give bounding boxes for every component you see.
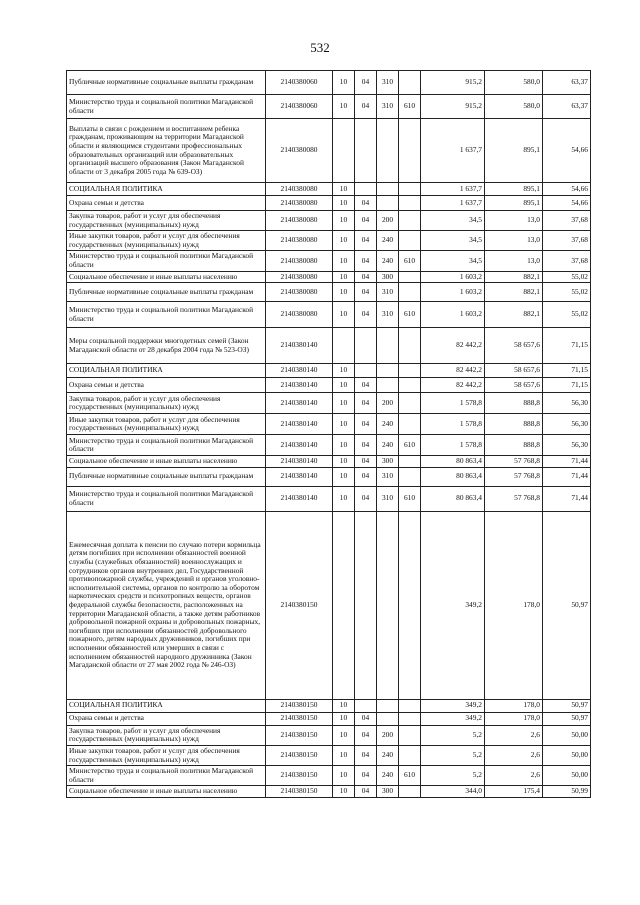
row-expense-type [377,699,399,712]
row-section: 10 [333,456,355,468]
row-actual-amount: 580,0 [485,71,543,95]
row-percent: 54,66 [543,119,591,183]
row-expense-type [377,378,399,393]
row-expense-type [377,364,399,378]
row-plan-amount: 1 578,8 [421,393,485,414]
row-actual-amount: 58 657,6 [485,378,543,393]
row-code: 2140380140 [266,435,333,456]
row-code: 2140380150 [266,511,333,699]
row-expense-type [377,119,399,183]
row-section: 10 [333,196,355,211]
row-expense-type: 310 [377,486,399,511]
row-subsection: 04 [355,456,377,468]
row-plan-amount: 5,2 [421,745,485,765]
row-plan-amount: 1 603,2 [421,283,485,302]
row-expense-type [377,183,399,196]
row-name: СОЦИАЛЬНАЯ ПОЛИТИКА [67,364,266,378]
row-subsection: 04 [355,302,377,328]
row-name: Социальное обеспечение и иные выплаты населению [67,786,266,798]
row-expense-type: 240 [377,766,399,786]
row-subsection: 04 [355,712,377,725]
row-subsection: 04 [355,71,377,95]
row-section: 10 [333,211,355,231]
row-section [333,119,355,183]
row-expense-type: 240 [377,745,399,765]
row-section: 10 [333,364,355,378]
row-expense-type: 310 [377,283,399,302]
row-code: 2140380140 [266,414,333,435]
row-percent: 50,00 [543,725,591,745]
row-section: 10 [333,766,355,786]
row-subsection: 04 [355,251,377,271]
row-subsection: 04 [355,786,377,798]
row-code: 2140380080 [266,271,333,283]
row-percent: 71,15 [543,378,591,393]
row-ministry-code [399,393,421,414]
row-percent: 54,66 [543,183,591,196]
row-name: Охрана семьи и детства [67,378,266,393]
row-percent: 50,99 [543,786,591,798]
row-actual-amount: 895,1 [485,183,543,196]
row-actual-amount: 895,1 [485,196,543,211]
row-percent: 71,44 [543,467,591,486]
row-plan-amount: 80 863,4 [421,467,485,486]
row-plan-amount: 34,5 [421,251,485,271]
row-name: Ежемесячная доплата к пенсии по случаю потери кормильца детям погибших при исполнении обязанностей военной службы (служебных обязанностей) военнослужащих и сотрудников органов внутренних дел, Государственной противопожарной службы, учреждений и органов уголовно-исполнительной системы, органов по контролю за оборотом наркотических средств и психотропных веществ, органов федеральной службы безопасности, расположенных на территории Магаданской области, а также детям работников добровольной пожарной охраны и добровольных пожарных, погибших при исполнении обязанностей добровольного пожарного, детям народных дружинников, погибших при исполнении обязанностей или умерших в связи с исполнением обязанностей народного дружинника (Закон Магаданской области от 27 мая 2002 года № 246-ОЗ) [67,511,266,699]
row-actual-amount: 882,1 [485,271,543,283]
row-name: Министерство труда и социальной политики Магаданской области [67,302,266,328]
row-expense-type [377,511,399,699]
row-section: 10 [333,271,355,283]
table-row [67,183,591,196]
row-subsection: 04 [355,725,377,745]
row-code: 2140380140 [266,393,333,414]
row-ministry-code [399,378,421,393]
row-plan-amount: 1 637,7 [421,183,485,196]
row-actual-amount: 58 657,6 [485,364,543,378]
table-row [67,467,591,486]
row-actual-amount: 175,4 [485,786,543,798]
row-expense-type [377,712,399,725]
row-percent: 71,15 [543,364,591,378]
row-percent: 37,68 [543,251,591,271]
row-ministry-code [399,231,421,251]
row-percent: 55,02 [543,271,591,283]
row-subsection [355,183,377,196]
row-section: 10 [333,393,355,414]
row-code: 2140380150 [266,699,333,712]
row-section: 10 [333,95,355,119]
row-percent: 71,15 [543,328,591,364]
row-section: 10 [333,745,355,765]
table-row [67,119,591,183]
table-row [67,414,591,435]
row-actual-amount: 888,8 [485,435,543,456]
row-ministry-code: 610 [399,95,421,119]
row-percent: 50,97 [543,511,591,699]
table-row [67,725,591,745]
row-name: Закупка товаров, работ и услуг для обеспечения государственных (муниципальных) нужд [67,725,266,745]
row-code: 2140380150 [266,725,333,745]
row-section [333,328,355,364]
row-actual-amount: 178,0 [485,699,543,712]
row-plan-amount: 915,2 [421,71,485,95]
row-ministry-code: 610 [399,435,421,456]
row-plan-amount: 349,2 [421,511,485,699]
table-row [67,95,591,119]
row-code: 2140380140 [266,378,333,393]
row-code: 2140380140 [266,456,333,468]
row-subsection: 04 [355,435,377,456]
table-row [67,745,591,765]
row-plan-amount: 1 637,7 [421,196,485,211]
row-percent: 55,02 [543,302,591,328]
row-ministry-code [399,712,421,725]
table-row [67,435,591,456]
row-ministry-code [399,786,421,798]
row-plan-amount: 349,2 [421,699,485,712]
row-code: 2140380060 [266,71,333,95]
row-actual-amount: 57 768,8 [485,467,543,486]
table-row [67,393,591,414]
row-ministry-code [399,745,421,765]
row-expense-type: 200 [377,393,399,414]
row-plan-amount: 80 863,4 [421,486,485,511]
row-percent: 50,00 [543,766,591,786]
row-subsection [355,699,377,712]
row-name: Охрана семьи и детства [67,712,266,725]
row-ministry-code [399,283,421,302]
row-percent: 56,30 [543,435,591,456]
row-actual-amount: 57 768,8 [485,456,543,468]
row-section: 10 [333,435,355,456]
row-expense-type: 310 [377,467,399,486]
row-plan-amount: 915,2 [421,95,485,119]
row-code: 2140380080 [266,196,333,211]
row-code: 2140380080 [266,251,333,271]
row-actual-amount: 888,8 [485,393,543,414]
row-code: 2140380140 [266,467,333,486]
row-expense-type: 310 [377,302,399,328]
row-ministry-code [399,196,421,211]
row-percent: 54,66 [543,196,591,211]
row-expense-type: 300 [377,271,399,283]
row-subsection: 04 [355,414,377,435]
row-actual-amount: 13,0 [485,211,543,231]
row-name: СОЦИАЛЬНАЯ ПОЛИТИКА [67,699,266,712]
row-expense-type: 240 [377,251,399,271]
row-subsection [355,119,377,183]
row-actual-amount: 178,0 [485,712,543,725]
row-code: 2140380060 [266,95,333,119]
row-section: 10 [333,251,355,271]
row-subsection: 04 [355,766,377,786]
table-row [67,283,591,302]
row-ministry-code [399,414,421,435]
row-section: 10 [333,712,355,725]
row-plan-amount: 349,2 [421,712,485,725]
row-name: Публичные нормативные социальные выплаты гражданам [67,467,266,486]
row-ministry-code [399,456,421,468]
row-ministry-code [399,364,421,378]
table-row [67,328,591,364]
row-subsection: 04 [355,231,377,251]
row-section [333,511,355,699]
row-code: 2140380080 [266,231,333,251]
row-subsection: 04 [355,95,377,119]
row-code: 2140380140 [266,486,333,511]
row-code: 2140380150 [266,745,333,765]
row-subsection: 04 [355,378,377,393]
row-actual-amount: 2,6 [485,766,543,786]
row-ministry-code: 610 [399,486,421,511]
row-name: Закупка товаров, работ и услуг для обеспечения государственных (муниципальных) нужд [67,211,266,231]
row-percent: 37,68 [543,211,591,231]
row-name: Социальное обеспечение и иные выплаты населению [67,271,266,283]
row-expense-type [377,196,399,211]
row-subsection: 04 [355,745,377,765]
row-ministry-code [399,119,421,183]
row-name: Выплаты в связи с рождением и воспитанием ребенка гражданам, проживающим на территории Магаданской области и являющимся студентами профессиональных образовательных организаций или образовательных организаций высшего образования (Закон Магаданской области от 3 декабря 2005 года № 639-ОЗ) [67,119,266,183]
row-section: 10 [333,71,355,95]
row-actual-amount: 882,1 [485,302,543,328]
row-section: 10 [333,699,355,712]
row-section: 10 [333,486,355,511]
table-row [67,364,591,378]
row-percent: 63,37 [543,71,591,95]
row-plan-amount: 1 603,2 [421,302,485,328]
row-code: 2140380150 [266,712,333,725]
row-expense-type: 310 [377,95,399,119]
table-row [67,251,591,271]
table-row [67,196,591,211]
table-row [67,786,591,798]
row-name: Иные закупки товаров, работ и услуг для обеспечения государственных (муниципальных) нужд [67,414,266,435]
table-row [67,231,591,251]
row-percent: 50,97 [543,699,591,712]
row-code: 2140380080 [266,183,333,196]
row-name: Министерство труда и социальной политики Магаданской области [67,435,266,456]
row-actual-amount: 2,6 [485,725,543,745]
row-section: 10 [333,302,355,328]
row-ministry-code [399,328,421,364]
row-code: 2140380140 [266,328,333,364]
table-row [67,699,591,712]
table-row [67,378,591,393]
row-percent: 56,30 [543,393,591,414]
row-code: 2140380150 [266,766,333,786]
row-ministry-code: 610 [399,251,421,271]
row-subsection: 04 [355,271,377,283]
budget-table [66,70,591,798]
row-actual-amount: 58 657,6 [485,328,543,364]
row-code: 2140380140 [266,364,333,378]
row-actual-amount: 2,6 [485,745,543,765]
row-code: 2140380080 [266,283,333,302]
row-subsection: 04 [355,467,377,486]
row-actual-amount: 888,8 [485,414,543,435]
row-section: 10 [333,414,355,435]
row-subsection [355,328,377,364]
row-plan-amount: 34,5 [421,231,485,251]
row-percent: 55,02 [543,283,591,302]
row-name: Публичные нормативные социальные выплаты гражданам [67,283,266,302]
row-ministry-code: 610 [399,302,421,328]
row-subsection: 04 [355,486,377,511]
row-percent: 37,68 [543,231,591,251]
row-name: Иные закупки товаров, работ и услуг для обеспечения государственных (муниципальных) нужд [67,231,266,251]
table-row [67,302,591,328]
row-plan-amount: 1 578,8 [421,414,485,435]
row-ministry-code [399,467,421,486]
row-code: 2140380080 [266,302,333,328]
row-ministry-code [399,183,421,196]
row-name: Закупка товаров, работ и услуг для обеспечения государственных (муниципальных) нужд [67,393,266,414]
row-percent: 63,37 [543,95,591,119]
row-code: 2140380150 [266,786,333,798]
table-row [67,511,591,699]
row-plan-amount: 80 863,4 [421,456,485,468]
row-code: 2140380080 [266,211,333,231]
row-name: Охрана семьи и детства [67,196,266,211]
row-actual-amount: 13,0 [485,251,543,271]
table-row [67,766,591,786]
row-subsection [355,364,377,378]
table-row [67,271,591,283]
row-plan-amount: 1 637,7 [421,119,485,183]
table-row [67,486,591,511]
row-name: Публичные нормативные социальные выплаты гражданам [67,71,266,95]
row-plan-amount: 34,5 [421,211,485,231]
row-ministry-code [399,725,421,745]
row-section: 10 [333,725,355,745]
row-percent: 50,00 [543,745,591,765]
row-actual-amount: 882,1 [485,283,543,302]
row-percent: 56,30 [543,414,591,435]
row-name: Министерство труда и социальной политики Магаданской области [67,251,266,271]
row-expense-type: 200 [377,725,399,745]
row-ministry-code [399,699,421,712]
row-expense-type: 300 [377,456,399,468]
row-actual-amount: 57 768,8 [485,486,543,511]
row-plan-amount: 5,2 [421,725,485,745]
row-actual-amount: 895,1 [485,119,543,183]
row-expense-type [377,328,399,364]
page-number: 532 [310,40,330,55]
row-ministry-code [399,271,421,283]
row-plan-amount: 344,0 [421,786,485,798]
row-name: Социальное обеспечение и иные выплаты населению [67,456,266,468]
row-expense-type: 240 [377,231,399,251]
row-name: Министерство труда и социальной политики Магаданской области [67,486,266,511]
row-expense-type: 200 [377,211,399,231]
row-plan-amount: 5,2 [421,766,485,786]
row-plan-amount: 82 442,2 [421,328,485,364]
row-plan-amount: 1 603,2 [421,271,485,283]
row-name: Министерство труда и социальной политики Магаданской области [67,95,266,119]
row-subsection: 04 [355,283,377,302]
row-expense-type: 300 [377,786,399,798]
table-row [67,71,591,95]
row-name: Меры социальной поддержки многодетных семей (Закон Магаданской области от 28 декабря 2004 года № 523-ОЗ) [67,328,266,364]
row-plan-amount: 82 442,2 [421,364,485,378]
row-name: Иные закупки товаров, работ и услуг для обеспечения государственных (муниципальных) нужд [67,745,266,765]
row-subsection: 04 [355,196,377,211]
row-subsection: 04 [355,393,377,414]
row-actual-amount: 13,0 [485,231,543,251]
row-section: 10 [333,231,355,251]
row-subsection [355,511,377,699]
row-section: 10 [333,183,355,196]
row-plan-amount: 1 578,8 [421,435,485,456]
row-expense-type: 310 [377,71,399,95]
row-actual-amount: 580,0 [485,95,543,119]
table-row [67,211,591,231]
row-percent: 50,97 [543,712,591,725]
row-ministry-code [399,211,421,231]
row-ministry-code: 610 [399,766,421,786]
table-row [67,456,591,468]
row-section: 10 [333,467,355,486]
row-ministry-code [399,71,421,95]
row-name: СОЦИАЛЬНАЯ ПОЛИТИКА [67,183,266,196]
row-section: 10 [333,283,355,302]
row-section: 10 [333,378,355,393]
row-code: 2140380080 [266,119,333,183]
row-percent: 71,44 [543,486,591,511]
row-subsection: 04 [355,211,377,231]
row-actual-amount: 178,0 [485,511,543,699]
table-row [67,712,591,725]
row-expense-type: 240 [377,414,399,435]
row-percent: 71,44 [543,456,591,468]
row-expense-type: 240 [377,435,399,456]
row-plan-amount: 82 442,2 [421,378,485,393]
row-ministry-code [399,511,421,699]
row-section: 10 [333,786,355,798]
row-name: Министерство труда и социальной политики Магаданской области [67,766,266,786]
